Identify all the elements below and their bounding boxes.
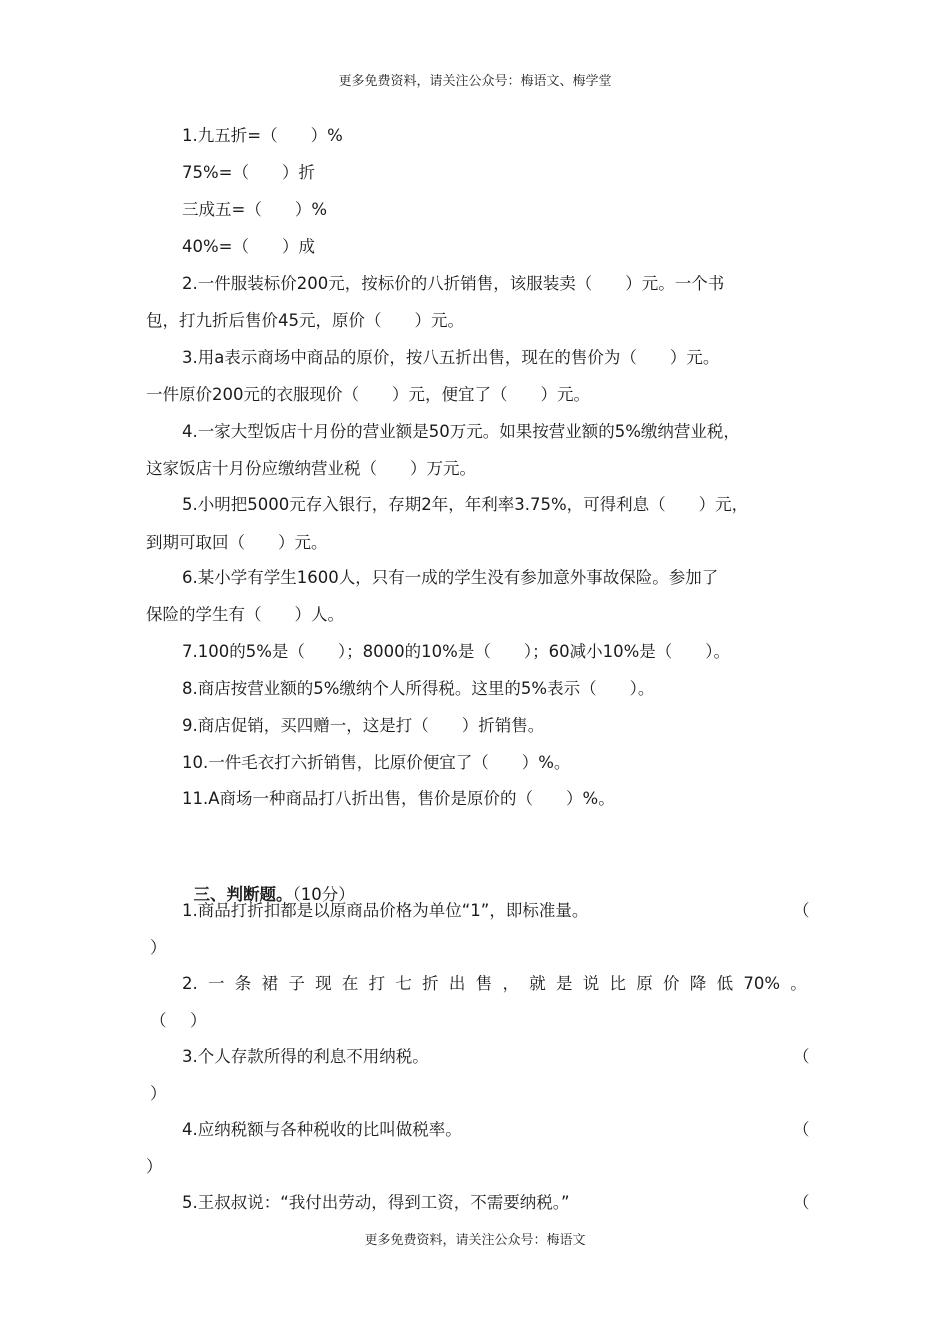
judgement-char: 出 (448, 974, 466, 993)
answer-paren-open: （ (793, 1047, 810, 1066)
judgement-char: 条 (234, 974, 252, 993)
page-header: 更多免费资料，请关注公众号：梅语文、梅学堂 (338, 74, 612, 89)
question-line: 1.九五折=（ ）% (182, 126, 343, 145)
judgement-char: ， (502, 974, 519, 993)
question-line: 11.A商场一种商品打八折出售，售价是原价的（ ）%。 (182, 789, 615, 808)
judgement-item: 5.王叔叔说：“我付出劳动，得到工资，不需要纳税。” (182, 1193, 570, 1212)
judgement-char: 打 (368, 974, 386, 993)
judgement-char: 裙 (261, 974, 279, 993)
section-title: 三、判断题。 (193, 885, 293, 904)
question-line: 9.商店促销，买四赠一，这是打（ ）折销售。 (182, 716, 545, 735)
judgement-char: 比 (609, 974, 626, 993)
question-line: 3.用a表示商场中商品的原价，按八五折出售，现在的售价为（ ）元。 (182, 348, 720, 367)
judgement-char: 价 (663, 974, 680, 993)
judgement-char: 降 (689, 974, 707, 993)
question-line: 保险的学生有（ ）人。 (146, 605, 344, 624)
question-line: 包，打九折后售价45元，原价（ ）元。 (146, 311, 464, 330)
judgement-char: 一 (208, 974, 225, 993)
answer-paren-open: （ (793, 1193, 810, 1212)
question-line: 4.一家大型饭店十月份的营业额是50万元。如果按营业额的5%缴纳营业税， (182, 422, 740, 441)
question-line: 到期可取回（ ）元。 (146, 533, 328, 552)
question-line: 40%=（ ）成 (182, 237, 315, 256)
answer-paren-close: ） (190, 1011, 207, 1030)
question-line: 75%=（ ）折 (182, 163, 315, 182)
judgement-char: 七 (395, 974, 412, 993)
question-line: 6.某小学有学生1600人，只有一成的学生没有参加意外事故保险。参加了 (182, 568, 719, 587)
judgement-item: 1.商品打折扣都是以原商品价格为单位“1”，即标准量。 (182, 901, 589, 920)
judgement-char: 折 (422, 974, 439, 993)
judgement-item: 3.个人存款所得的利息不用纳税。 (182, 1047, 429, 1066)
answer-paren-open: （ (793, 1120, 810, 1139)
judgement-char: 。 (790, 974, 807, 993)
answer-paren-close: ） (150, 1084, 167, 1103)
question-line: 2.一件服装标价200元，按标价的八折销售，该服装卖（ ）元。一个书 (182, 274, 725, 293)
answer-paren-open: （ (150, 1011, 167, 1030)
judgement-char: 在 (341, 974, 359, 993)
question-line: 7.100的5%是（ ）；8000的10%是（ ）；60减小10%是（ ）。 (182, 642, 730, 661)
question-line: 三成五=（ ）% (182, 200, 328, 219)
judgement-char: 说 (582, 974, 600, 993)
page-footer: 更多免费资料，请关注公众号：梅语文 (364, 1233, 586, 1248)
judgement-char: 2. (182, 974, 198, 993)
question-line: 一件原价200元的衣服现价（ ）元，便宜了（ ）元。 (146, 385, 590, 404)
judgement-item: 4.应纳税额与各种税收的比叫做税率。 (182, 1120, 462, 1139)
judgement-char: 低 (716, 974, 734, 993)
judgement-char: 售 (475, 974, 493, 993)
judgement-char: 就 (529, 974, 546, 993)
judgement-char: 子 (288, 974, 305, 993)
answer-paren-open: （ (793, 901, 810, 920)
judgement-char: 70% (743, 974, 781, 993)
judgement-char: 原 (636, 974, 653, 993)
question-line: 这家饭店十月份应缴纳营业税（ ）万元。 (146, 459, 476, 478)
question-line: 8.商店按营业额的5%缴纳个人所得税。这里的5%表示（ ）。 (182, 679, 655, 698)
judgement-char: 是 (555, 974, 573, 993)
section-points: （10分） (292, 885, 355, 904)
question-line: 5.小明把5000元存入银行，存期2年，年利率3.75%，可得利息（ ）元， (182, 495, 749, 514)
answer-paren-close: ） (146, 1157, 163, 1176)
answer-paren-close: ） (150, 938, 167, 957)
question-line: 10.一件毛衣打六折销售，比原价便宜了（ ）%。 (182, 753, 571, 772)
judgement-item (182, 973, 807, 995)
judgement-char: 现 (315, 974, 332, 993)
